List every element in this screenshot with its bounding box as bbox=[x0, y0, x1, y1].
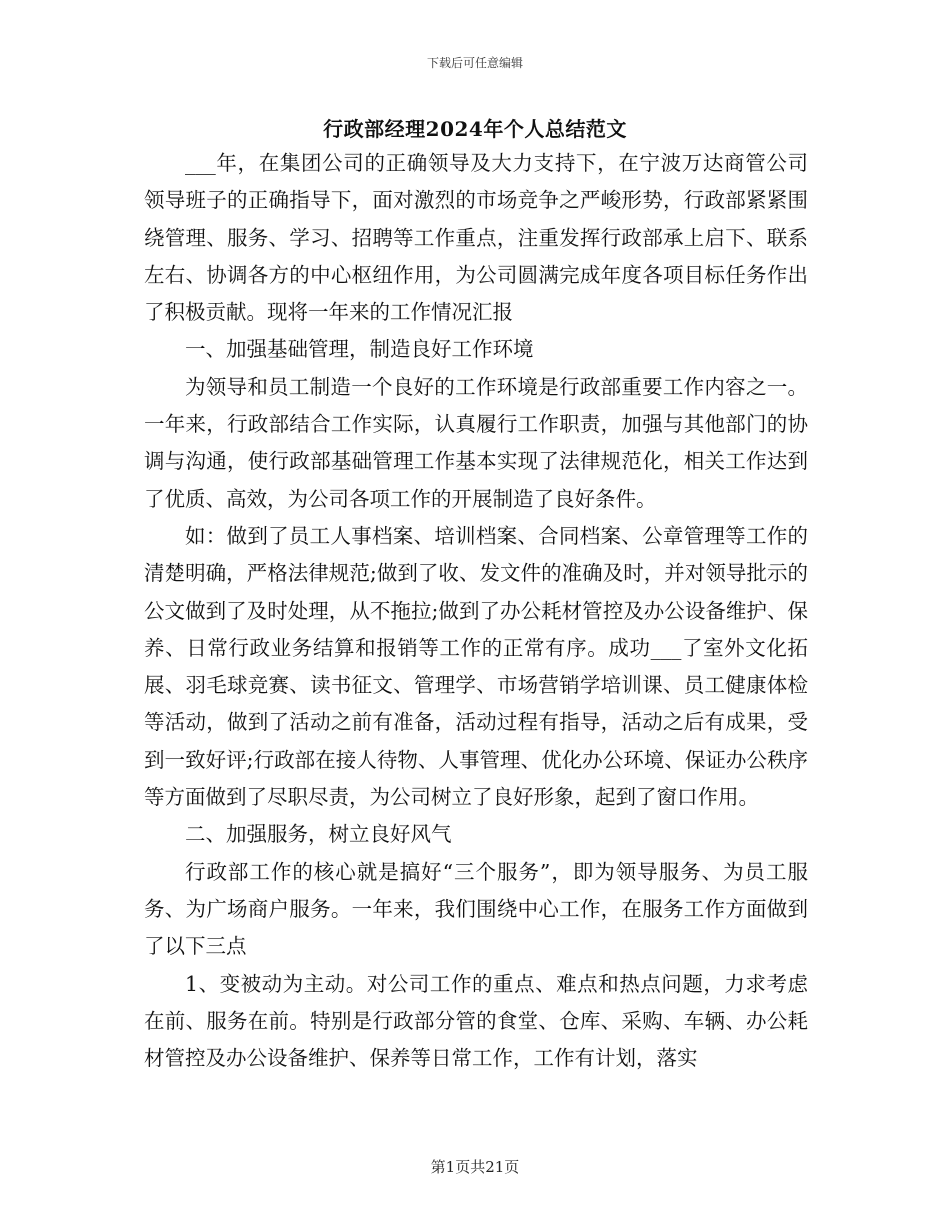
paragraph-section-1: 为领导和员工制造一个良好的工作环境是行政部重要工作内容之一。一年来，行政部结合工作实际，认真履行工作职责，加强与其他部门的协调与沟通，使行政部基础管理工作基本实现了法律规范化，相关工作达到了优质、高效，为公司各项工作的开展制造了良好条件。 bbox=[144, 374, 808, 511]
paragraph-intro: ___年，在集团公司的正确领导及大力支持下，在宁波万达商管公司领导班子的正确指导下，面对激烈的市场竞争之严峻形势，行政部紧紧围绕管理、服务、学习、招聘等工作重点，注重发挥行政部承上启下、联系左右、协调各方的中心枢纽作用，为公司圆满完成年度各项目标任务作出了积极贡献。现将一年来的工作情况汇报 bbox=[144, 151, 808, 325]
document-body bbox=[144, 145, 808, 1077]
section-heading-1: 一、加强基础管理，制造良好工作环境 bbox=[185, 337, 534, 362]
paragraph-section-2: 行政部工作的核心就是搞好“三个服务”，即为领导服务、为员工服务、为广场商户服务。一年来，我们围绕中心工作，在服务工作方面做到了以下三点 bbox=[144, 859, 808, 959]
paragraph-point-1: 1、变被动为主动。对公司工作的重点、难点和热点问题，力求考虑在前、服务在前。特别是行政部分管的食堂、仓库、采购、车辆、办公耗材管控及办公设备维护、保养等日常工作，工作有计划，落实 bbox=[144, 971, 808, 1071]
header-note: 下载后可任意编辑 bbox=[426, 56, 523, 70]
document-title: 行政部经理2024年个人总结范文 bbox=[323, 117, 627, 141]
page-number: 第1页共21页 bbox=[430, 1158, 520, 1176]
paragraph-section-1-examples: 如：做到了员工人事档案、培训档案、合同档案、公章管理等工作的清楚明确，严格法律规范;做到了收、发文件的准确及时，并对领导批示的公文做到了及时处理，从不拖拉;做到了办公耗材管控及办公设备维护、保养、日常行政业务结算和报销等工作的正常有序。成功___了室外文化拓展、羽毛球竞赛、读书征文、管理学、市场营销学培训课、员工健康体检等活动，做到了活动之前有准备，活动过程有指导，活动之后有成果，受到一致好评;行政部在接人待物、人事管理、优化办公环境、保证办公秩序等方面做到了尽职尽责，为公司树立了良好形象，起到了窗口作用。 bbox=[144, 523, 808, 810]
section-heading-2: 二、加强服务，树立良好风气 bbox=[185, 822, 452, 847]
